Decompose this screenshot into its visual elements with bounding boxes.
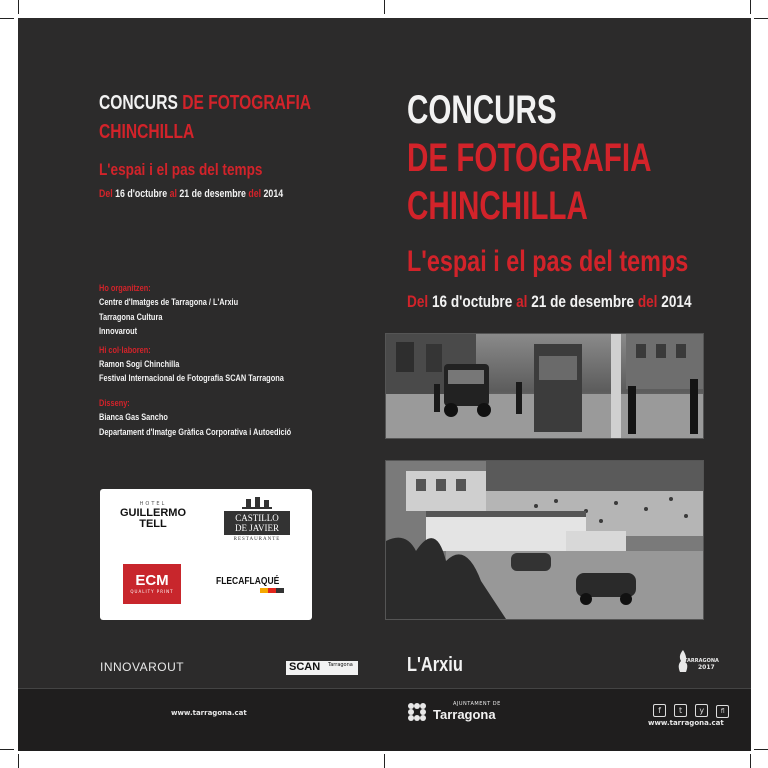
credit-line: Ramon Sogi Chinchilla [99,359,180,370]
scan-text: SCAN [289,661,321,673]
street-photo [385,333,704,439]
tarragona-2017-logo [670,650,722,676]
ecm-sub: QUALITY PRINT [130,589,174,594]
right-title-fotografia: DE FOTOGRAFIA [407,136,652,180]
left-title-chinchilla: CHINCHILLA [99,121,195,143]
castillo-de-javier-logo [224,497,290,553]
tgn2017-line2: 2017 [698,664,715,671]
guillermo-line1: GUILLERMO [120,507,186,519]
footer-url-left[interactable]: www.tarragona.cat [171,709,247,717]
fleca-text: FLECAFLAQUÉ [216,576,280,587]
crop-mark [750,754,751,768]
scan-tarragona-logo [286,661,358,675]
innovarout-logo: INNOVAROUT [100,660,185,674]
credits-organitzen-label: Ho organitzen: [99,283,151,293]
tgn2017-line1: TARRAGONA [684,658,719,664]
crop-mark [0,749,14,750]
date-start: 16 d'octubre [431,292,513,311]
crop-mark [754,749,768,750]
flickr-icon[interactable]: fl [716,705,729,718]
fold-mark [384,754,385,768]
date-word: Del [407,292,429,311]
left-title-line1 [99,92,311,115]
date-word: Del [99,188,113,200]
ajuntament-logo [406,701,526,725]
ajuntament-small: AJUNTAMENT DE [453,701,501,707]
left-title-fotografia: DE FOTOGRAFIA [182,92,312,114]
left-title-concurs: CONCURS [99,92,178,114]
sponsors-box [100,489,312,620]
fold-mark [384,0,385,14]
castillo-line2: DE JAVIER [234,523,280,533]
beach-photo [385,460,704,620]
crop-mark [18,754,19,768]
right-title-chinchilla: CHINCHILLA [407,184,588,228]
castle-icon [242,497,272,509]
street-photo-image [386,334,703,438]
footer-bar [18,688,751,751]
crop-mark [0,18,14,19]
fleca-flaque-logo [216,576,296,593]
date-word: del [248,188,262,200]
youtube-icon[interactable]: y [695,704,708,717]
left-subtitle: L'espai i el pas del temps [99,160,263,179]
crop-mark [750,0,751,14]
social-icons [650,698,729,718]
date-word: al [169,188,177,200]
credit-line: Tarragona Cultura [99,311,163,322]
date-end: 21 de desembre [179,188,246,200]
date-word: al [516,292,528,311]
right-title-concurs: CONCURS [407,88,557,132]
credit-line: Departament d'Imatge Gràfica Corporativa i Autoedició [99,426,292,437]
date-start: 16 d'octubre [115,188,168,200]
guillermo-line2: TELL [139,518,167,530]
left-dates [99,188,283,200]
crop-mark [18,0,19,14]
fleca-color-bars [260,588,284,593]
beach-photo-image [386,461,703,619]
castillo-line1: CASTILLO [235,513,279,523]
credit-line: Festival Internacional de Fotografia SCAN Tarragona [99,373,284,384]
date-year: 2014 [661,292,692,311]
ajuntament-big: Tarragona [433,707,496,722]
credits [99,281,291,439]
date-end: 21 de desembre [531,292,635,311]
credit-line: Centre d'Imatges de Tarragona / L'Arxiu [99,297,239,308]
credits-disseny-label: Disseny: [99,397,130,408]
credit-line: Bianca Gas Sancho [99,412,168,423]
facebook-icon[interactable]: f [653,704,666,717]
credit-line: Innovarout [99,326,138,337]
larxiu-logo: L'Arxiu [407,654,463,676]
guillermo-small: HOTEL [139,501,167,507]
right-subtitle: L'espai i el pas del temps [407,245,689,278]
right-dates [407,292,692,312]
castillo-sub: RESTAURANTE [233,537,281,542]
credits-collaboren-label: Hi col·laboren: [99,344,151,355]
scan-sub: Tarragona [328,662,353,668]
date-year: 2014 [263,188,284,200]
ecm-text: ECM [135,572,169,589]
ecm-logo [123,564,181,604]
crop-mark [754,18,768,19]
guillermo-tell-logo [118,501,188,529]
footer-url-right[interactable]: www.tarragona.cat [648,719,724,727]
ajuntament-emblem-icon [406,701,428,723]
date-word: del [637,292,658,311]
twitter-icon[interactable]: t [674,704,687,717]
